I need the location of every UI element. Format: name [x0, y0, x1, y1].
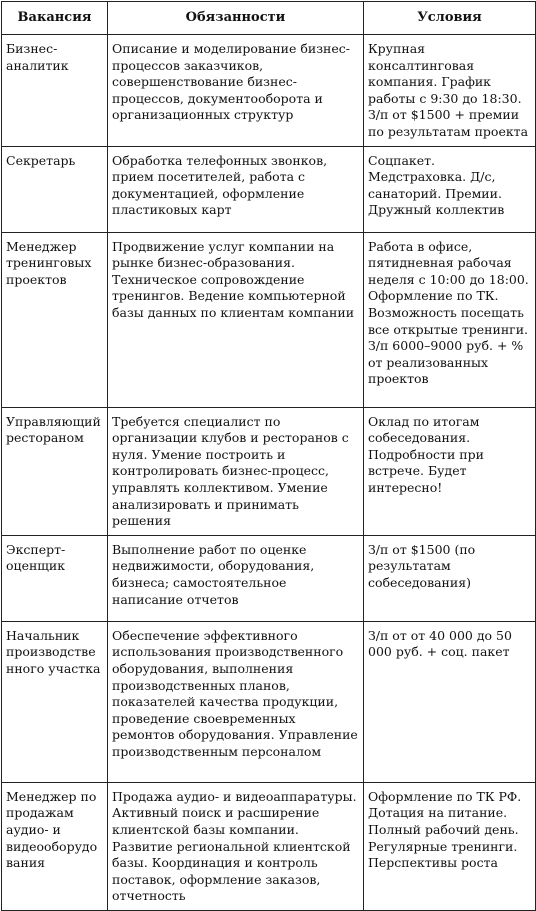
header-duties: Обязанности [108, 2, 364, 35]
duties-cell: Продвижение услуг компании на рынке бизнес-образования. Техническое сопровождение тренингов. Ведение компьютерной базы данных по клиентам компании [108, 232, 364, 407]
table-row [2, 782, 536, 910]
conditions-cell: З/п от $1500 (по результатам собеседования) [364, 535, 536, 621]
table-row [2, 535, 536, 621]
table-row [2, 232, 536, 407]
vacancy-cell: Начальник производственного участка [2, 621, 108, 782]
conditions-cell: Крупная консалтинговая компания. График работы с 9:30 до 18:30. З/п от $1500 + премии по результатам проекта [364, 35, 536, 147]
table-body [2, 35, 536, 911]
conditions-cell: Соцпакет. Медстраховка. Д/с, санаторий. Премии. Дружный коллектив [364, 146, 536, 232]
duties-cell: Продажа аудио- и видеоаппаратуры. Активный поиск и расширение клиентской базы компании. Развитие региональной клиентской базы. Координация и контроль поставок, оформление заказов, отчетность [108, 782, 364, 910]
vacancies-table [1, 1, 536, 911]
duties-cell: Описание и моделирование бизнес-процессов заказчиков, совершенствование бизнес-процессов, документооборота и организационных структур [108, 35, 364, 147]
table-row [2, 146, 536, 232]
conditions-cell: З/п от от 40 000 до 50 000 руб. + соц. пакет [364, 621, 536, 782]
header-vacancy: Вакансия [2, 2, 108, 35]
conditions-cell: Работа в офисе, пятидневная рабочая неделя с 10:00 до 18:00. Оформление по ТК. Возможность посещать все открытые тренинги. З/п 6000–9000 руб. + % от реализованных проектов [364, 232, 536, 407]
duties-cell: Обработка телефонных звонков, прием посетителей, работа с документацией, оформление пластиковых карт [108, 146, 364, 232]
conditions-cell: Оформление по ТК РФ. Дотация на питание. Полный рабочий день. Регулярные тренинги. Перспективы роста [364, 782, 536, 910]
conditions-cell: Оклад по итогам собеседования. Подробности при встрече. Будет интересно! [364, 407, 536, 535]
table-row [2, 621, 536, 782]
table-header [2, 2, 536, 35]
vacancy-cell: Бизнес-аналитик [2, 35, 108, 147]
vacancy-cell: Менеджер тренинговых проектов [2, 232, 108, 407]
vacancy-cell: Управляющий рестораном [2, 407, 108, 535]
duties-cell: Обеспечение эффективного использования производственного оборудования, выполнения производственных планов, показателей качества продукции, проведение своевременных ремонтов оборудования. Управление производственным персоналом [108, 621, 364, 782]
duties-cell: Требуется специалист по организации клубов и ресторанов с нуля. Умение построить и контролировать бизнес-процесс, управлять коллективом. Умение анализировать и принимать решения [108, 407, 364, 535]
vacancy-cell: Менеджер по продажам аудио- и видеооборудования [2, 782, 108, 910]
duties-cell: Выполнение работ по оценке недвижимости, оборудования, бизнеса; самостоятельное написание отчетов [108, 535, 364, 621]
header-conditions: Условия [364, 2, 536, 35]
vacancy-cell: Эксперт-оценщик [2, 535, 108, 621]
table-row [2, 407, 536, 535]
header-row [2, 2, 536, 35]
vacancy-cell: Секретарь [2, 146, 108, 232]
table-row [2, 35, 536, 147]
